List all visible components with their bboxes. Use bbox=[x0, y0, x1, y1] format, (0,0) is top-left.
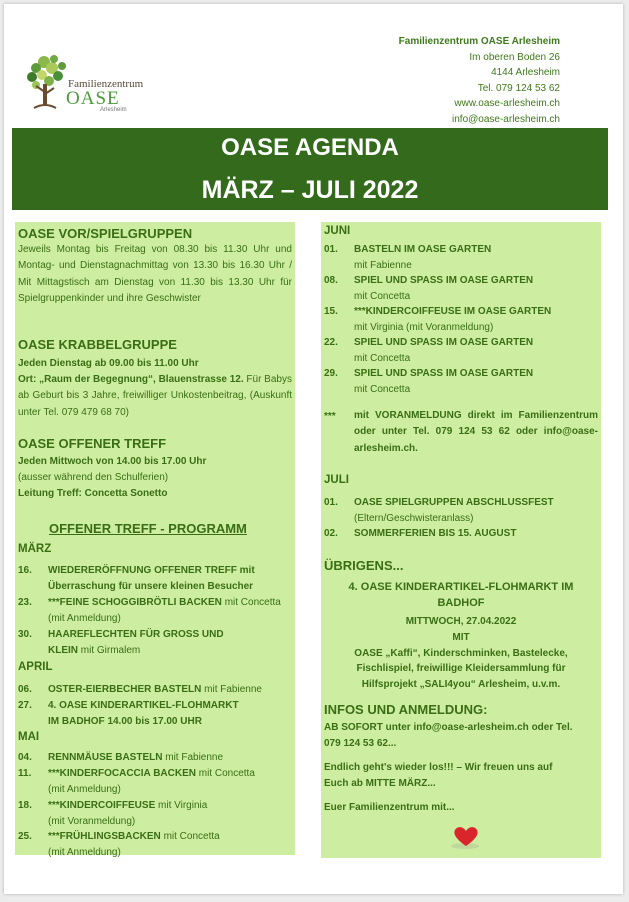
juli-event-0-title: OASE SPIELGRUPPEN ABSCHLUSSFEST bbox=[354, 497, 554, 508]
treff-line1: Jeden Mittwoch von 14.00 bis 17.00 Uhr bbox=[18, 456, 207, 467]
contact-web[interactable]: www.oase-arlesheim.ch bbox=[454, 98, 560, 109]
juni-date-4: 29. bbox=[324, 368, 338, 379]
juli-date-1: 02. bbox=[324, 528, 338, 539]
uebrigens-details bbox=[321, 614, 601, 693]
maerz-date-1: 23. bbox=[18, 597, 32, 608]
uebrigens-mit: MIT bbox=[452, 631, 470, 643]
heart-icon bbox=[449, 824, 483, 850]
juni-event-2-sub: mit Virginia (mit Voranmeldung) bbox=[354, 321, 494, 333]
contact-block bbox=[399, 34, 560, 127]
april-event-1: 4. OASE KINDERARTIKEL-FLOHMARKT IM BADHOF 14.00 bis 17.00 UHR bbox=[48, 700, 239, 727]
mai-event-3-title: ***FRÜHLINGSBACKEN bbox=[48, 831, 161, 842]
juni-event-4 bbox=[354, 366, 594, 398]
juli-event-0 bbox=[354, 495, 594, 527]
krabbel-heading: OASE KRABBELGRUPPE bbox=[18, 337, 177, 352]
juni-event-4-title: SPIEL UND SPASS IM OASE GARTEN bbox=[354, 368, 534, 379]
juni-event-4-sub: mit Concetta bbox=[354, 383, 411, 395]
juni-date-1: 08. bbox=[324, 275, 338, 286]
vor-text: Jeweils Montag bis Freitag von 08.30 bis 11.30 Uhr und Montag- und Dienstagnachmittag von 13.30 bis 16.30 Uhr / Mit Mittagstisch am Dienstag von 11.30 bis 13.30 Uhr für Spielgruppenkinder und ihre Geschwister bbox=[18, 244, 292, 304]
logo-familienzentrum: Familienzentrum bbox=[68, 78, 144, 90]
maerz-event-2-rest: mit Girmalem bbox=[80, 644, 141, 656]
treff-line3: Leitung Treff: Concetta Sonetto bbox=[18, 488, 168, 499]
juni-date-2: 15. bbox=[324, 306, 338, 317]
mai-event-3-sub: (mit Anmeldung) bbox=[48, 846, 121, 858]
juni-event-3-sub: mit Concetta bbox=[354, 352, 411, 364]
juli-date-0: 01. bbox=[324, 497, 338, 508]
infos-line3: Endlich geht's wieder los!!! – Wir freuen uns auf bbox=[324, 762, 553, 773]
mai-event-3-rest: mit Concetta bbox=[163, 831, 220, 842]
uebrigens-heading: ÜBRIGENS... bbox=[324, 558, 404, 573]
agenda-banner bbox=[12, 128, 608, 210]
infos-line1: AB SOFORT unter info@oase-arlesheim.ch oder Tel. bbox=[324, 722, 573, 733]
maerz-date-0: 16. bbox=[18, 565, 32, 576]
uebrigens-desc1: OASE „Kaffi“, Kinderschminken, Bastelecke, bbox=[354, 647, 568, 659]
juni-note-mark: *** bbox=[324, 411, 336, 422]
infos-line2: 079 124 53 62... bbox=[324, 738, 397, 749]
mai-date-2: 18. bbox=[18, 800, 32, 811]
mai-event-1-title: ***KINDERFOCACCIA BACKEN bbox=[48, 768, 196, 779]
uebrigens-title-line1: 4. OASE KINDERARTIKEL-FLOHMARKT IM bbox=[348, 581, 574, 593]
mai-event-2-rest: mit Virginia bbox=[158, 800, 208, 811]
mai-event-2 bbox=[48, 798, 288, 830]
krabbel-ort bbox=[18, 372, 292, 421]
maerz-event-1-rest: mit Concetta (mit Anmeldung) bbox=[48, 597, 281, 624]
maerz-event-1 bbox=[48, 595, 288, 627]
juni-event-1-title: SPIEL UND SPASS IM OASE GARTEN bbox=[354, 275, 534, 286]
mai-event-2-sub: (mit Voranmeldung) bbox=[48, 815, 136, 827]
juni-event-0 bbox=[354, 242, 594, 274]
contact-email[interactable]: info@oase-arlesheim.ch bbox=[452, 113, 560, 125]
vor-heading: OASE VOR/SPIELGRUPPEN bbox=[18, 226, 193, 241]
juni-heading: JUNI bbox=[324, 225, 351, 237]
uebrigens-desc2: Fischlispiel, freiwillige Kleidersammlung für bbox=[356, 663, 566, 675]
right-column bbox=[321, 222, 601, 858]
april-date-1: 27. bbox=[18, 700, 32, 711]
mai-event-0 bbox=[48, 750, 288, 766]
contact-name: Familienzentrum OASE Arlesheim bbox=[398, 36, 560, 47]
april-event-0-title: OSTER-EIERBECHER BASTELN bbox=[48, 684, 202, 695]
uebrigens-date: MITTWOCH, 27.04.2022 bbox=[405, 616, 517, 627]
maerz-event-2-title: HAAREFLECHTEN FÜR GROSS UND KLEIN bbox=[48, 629, 224, 656]
contact-phone: Tel. 079 124 53 62 bbox=[477, 82, 560, 94]
uebrigens-desc3: Hilfsprojekt „SALI4you“ Arlesheim, u.v.m. bbox=[361, 679, 561, 691]
mai-event-1 bbox=[48, 766, 288, 798]
juni-event-1-sub: mit Concetta bbox=[354, 290, 411, 302]
april-date-0: 06. bbox=[18, 684, 32, 695]
juni-event-3-title: SPIEL UND SPASS IM OASE GARTEN bbox=[354, 337, 534, 348]
krabbel-ort-label: Ort: „Raum der Begegnung“, Blauenstrasse 12. bbox=[18, 374, 244, 385]
juni-event-2 bbox=[354, 304, 594, 336]
contact-city: 4144 Arlesheim bbox=[491, 67, 560, 78]
krabbel-ort-rest: Für Babys ab Geburt bis 3 Jahre, freiwilliger Unkostenbeitrag, (Auskunft unter Tel. 079 479 68 70) bbox=[18, 374, 292, 418]
juni-date-0: 01. bbox=[324, 244, 338, 255]
juni-event-0-title: BASTELN IM OASE GARTEN bbox=[354, 244, 492, 255]
juni-event-2-title: ***KINDERCOIFFEUSE IM OASE GARTEN bbox=[354, 306, 552, 317]
juli-event-0-sub: (Eltern/Geschwisteranlass) bbox=[354, 512, 474, 524]
maerz-event-2 bbox=[48, 627, 248, 659]
infos-block bbox=[324, 720, 600, 816]
infos-line5: Euer Familienzentrum mit... bbox=[324, 802, 455, 813]
juni-event-1 bbox=[354, 273, 594, 305]
april-event-0-rest: mit Fabienne bbox=[204, 684, 262, 695]
treff-line2: (ausser während den Schulferien) bbox=[18, 472, 169, 483]
infos-heading: INFOS UND ANMELDUNG: bbox=[324, 702, 488, 717]
treff-heading: OASE OFFENER TREFF bbox=[18, 436, 167, 451]
maerz-heading: MÄRZ bbox=[18, 543, 52, 555]
agenda-page bbox=[4, 4, 623, 894]
mai-date-1: 11. bbox=[18, 768, 32, 779]
banner-title: OASE AGENDA bbox=[221, 134, 399, 161]
mai-event-1-rest: mit Concetta bbox=[198, 768, 255, 779]
april-event-0 bbox=[48, 682, 288, 698]
contact-street: Im oberen Boden 26 bbox=[469, 51, 560, 63]
juni-event-0-sub: mit Fabienne bbox=[354, 259, 412, 271]
mai-event-3 bbox=[48, 829, 288, 861]
mai-event-0-rest: mit Fabienne bbox=[165, 752, 224, 763]
mai-date-0: 04. bbox=[18, 752, 32, 763]
juni-event-3 bbox=[354, 335, 594, 367]
left-column bbox=[15, 222, 295, 858]
mai-heading: MAI bbox=[18, 731, 40, 743]
banner-subtitle: MÄRZ – JULI 2022 bbox=[201, 176, 419, 204]
maerz-date-2: 30. bbox=[18, 629, 32, 640]
juli-event-1: SOMMERFERIEN BIS 15. AUGUST bbox=[354, 528, 517, 539]
logo-arlesheim: Arlesheim bbox=[100, 107, 127, 113]
logo-oase: OASE bbox=[66, 88, 120, 109]
mai-event-2-title: ***KINDERCOIFFEUSE bbox=[48, 800, 156, 811]
mai-date-3: 25. bbox=[18, 831, 32, 842]
april-heading: APRIL bbox=[18, 661, 53, 673]
krabbel-line1: Jeden Dienstag ab 09.00 bis 11.00 Uhr bbox=[18, 358, 199, 369]
juli-heading: JULI bbox=[324, 474, 349, 486]
infos-line4: Euch ab MITTE MÄRZ... bbox=[324, 778, 436, 789]
uebrigens-title-line2: BADHOF bbox=[437, 597, 485, 609]
programm-heading: OFFENER TREFF - PROGRAMM bbox=[49, 521, 247, 536]
juni-note: mit VORANMELDUNG direkt im Familienzentrum oder unter Tel. 079 124 53 62 oder info@oase-arlesheim.ch. bbox=[354, 410, 598, 454]
uebrigens-title bbox=[321, 579, 601, 611]
maerz-event-1-title: ***FEINE SCHOGGIBRÖTLI BACKEN bbox=[48, 597, 222, 608]
maerz-event-0: WIEDERERÖFFNUNG OFFENER TREFF mit Überraschung für unsere kleinen Besucher bbox=[48, 565, 255, 592]
juni-date-3: 22. bbox=[324, 337, 338, 348]
mai-event-0-title: RENNMÄUSE BASTELN bbox=[48, 752, 163, 763]
mai-event-1-sub: (mit Anmeldung) bbox=[48, 783, 121, 795]
